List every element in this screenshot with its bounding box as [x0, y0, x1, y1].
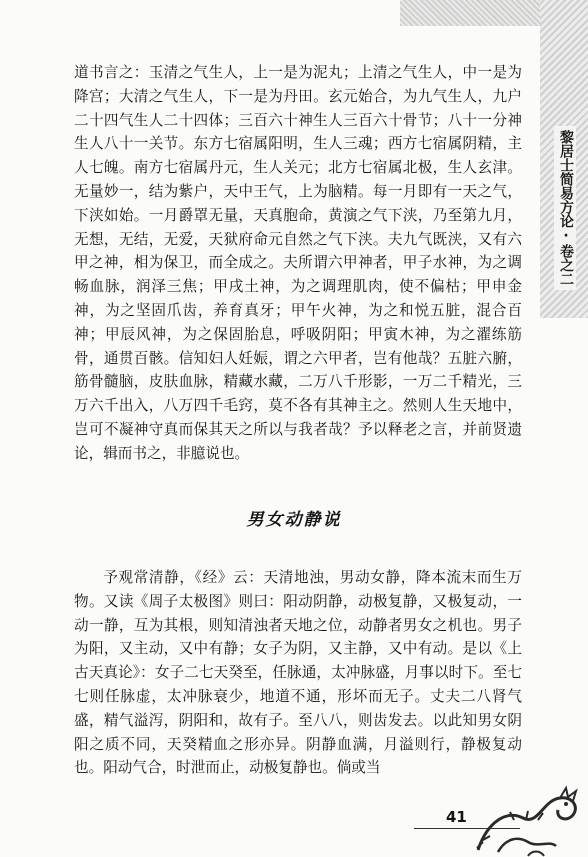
dragon-ornament-icon	[468, 780, 588, 857]
text-block-bottom	[74, 566, 522, 780]
paragraph-2: 予观常清静，《经》云：天清地浊，男动女静，降本流末而生万物。又读《周子太极图》则曰：阳动阴静，动极复静，又极复动，一动一静，互为其根，则知清浊者天地之位，动静者男女之机也。男子为阳，又主动，又中有静；女子为阴，又主静，又中有动。是以《上古天真论》：女子二七天癸至，任脉通，太冲脉盛，月事以时下。至七七则任脉虚，太冲脉衰少，地道不通，形坏而无子。丈夫二八肾气盛，精气溢泻，阴阳和，故有子。至八八，则齿发去。以此知男女阴阳之质不同，天癸精血之形亦异。阴静血满，月溢则行，静极复动也。阳动气合，时泄而止，动极复静也。倘或当	[74, 569, 522, 777]
running-head-title: 黎居士简易方论·卷之二	[554, 126, 576, 290]
paragraph-1: 道书言之：玉清之气生人，上一是为泥丸；上清之气生人，中一是为降宫；大清之气生人，下一是为丹田。玄元始合，为九气生人，九户二十四气生人二十四体；三百六十神生人三百六十骨节；八十一分神生人八十一关节。东方七宿属阳明，生人三魂；西方七宿属阴精，主人七魄。南方七宿属丹元，生人关元；北方七宿属北极，生人玄津。无量妙一，结为紫户，天中王气，上为脑精。每一月即有一天之气，下浃如始。一月爵罩无量，天真胞命，黄演之气下浃，乃至第九月，无想，无结，无爱，天狱府命元自然之气下浃。夫九气既浃，又有六甲之神，相为保卫，而全成之。夫所谓六甲神者，甲子水神，为之调畅血脉，润泽三焦；甲戌土神，为之调理肌肉，使不偏枯；甲申金神，为之坚固爪齿，养育真牙；甲午火神，为之和悦五脏，混合百神；甲辰风神，为之保固胎息，呼吸阴阳；甲寅木神，为之濯练筋骨，通贯百骸。信知妇人妊娠，谓之六甲者，岂有他哉？五脏六腑，筋骨髓脑，皮肤血脉，精藏水藏，二万八千形影，一万二千精光，三万六千出入，八万四千毛窍，莫不各有其神主之。然则人生天地中，岂可不凝神守真而保其天之所以与我者哉？予以释老之言，并前贤遗论，辑而书之，非臆说也。	[74, 64, 522, 462]
text-block-top	[74, 61, 522, 466]
page-number: 41	[446, 808, 467, 826]
section-heading: 男女动静说	[246, 510, 342, 530]
